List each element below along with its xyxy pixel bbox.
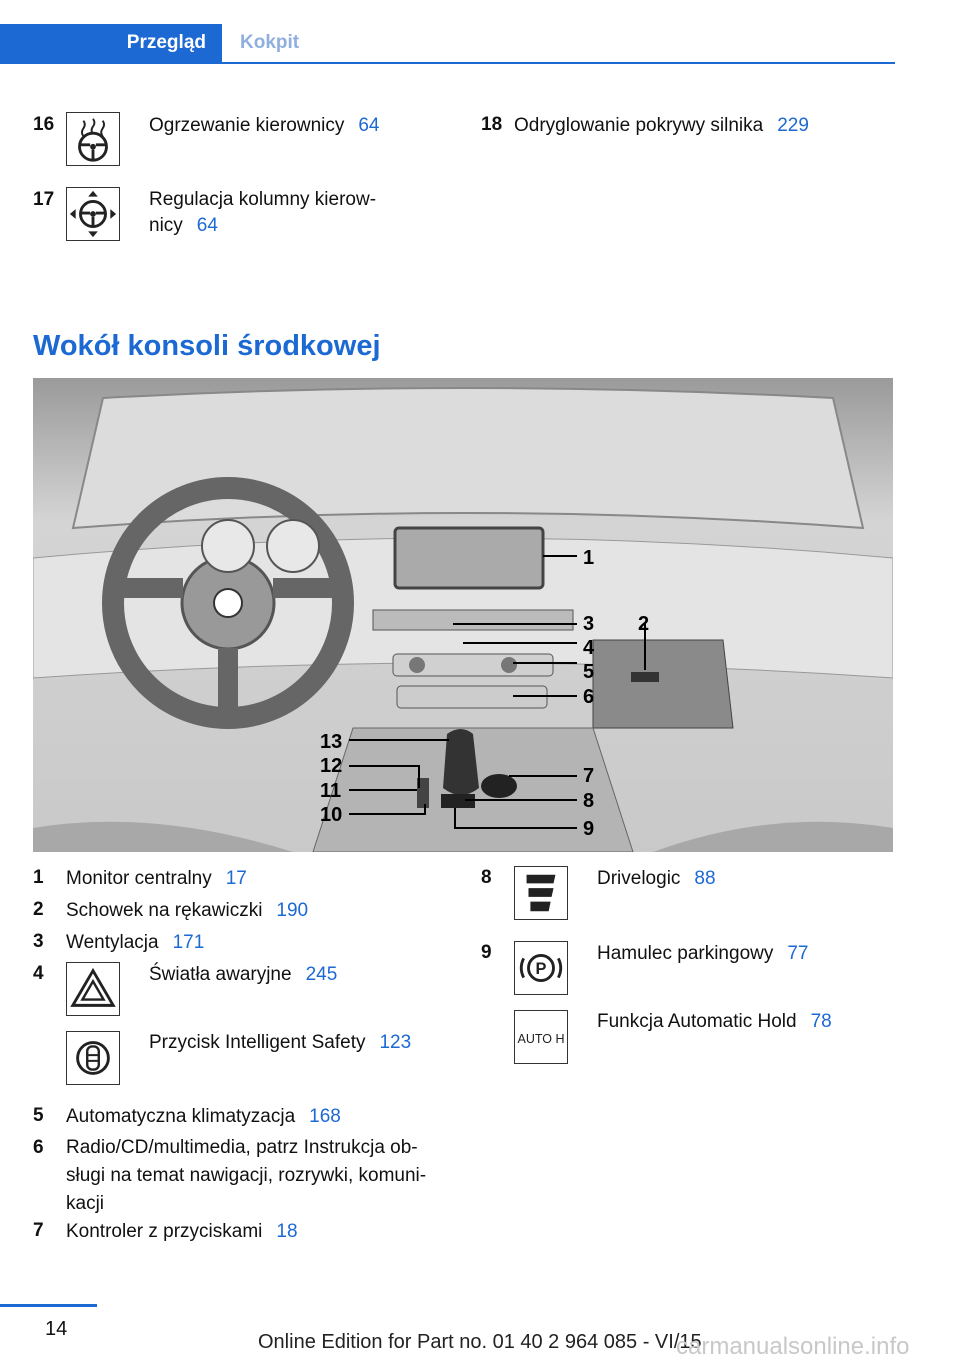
cockpit-illustration	[33, 378, 893, 852]
steering-column-adjust-icon	[66, 187, 120, 241]
callout-label: 8	[583, 790, 595, 812]
page-link[interactable]: 17	[225, 868, 247, 889]
callout-label: 13	[320, 731, 343, 753]
item-text	[66, 1134, 426, 1218]
item-text	[149, 187, 376, 239]
item-label: Ogrzewanie kierownicy	[149, 115, 345, 136]
item-text	[149, 113, 380, 139]
callout-label: 10	[320, 804, 343, 826]
page-link[interactable]: 190	[276, 900, 309, 921]
item-label: Światła awaryjne	[149, 964, 292, 985]
item-label: Monitor centralny	[66, 868, 212, 889]
callout-label: 6	[583, 686, 595, 708]
item-number: 5	[33, 1105, 44, 1126]
item-label: Odryglowanie pokrywy silnika	[514, 115, 764, 136]
item-text	[514, 113, 809, 139]
page-link[interactable]: 64	[196, 215, 218, 236]
tab-kokpit[interactable]: Kokpit	[240, 32, 300, 53]
page-link[interactable]: 64	[358, 115, 380, 136]
page-number: 14	[45, 1318, 68, 1340]
section-title: Wokół konsoli środkowej	[33, 330, 381, 362]
intelligent-safety-icon	[66, 1031, 120, 1085]
page-link[interactable]: 77	[787, 943, 809, 964]
callout-label: 9	[583, 818, 595, 840]
item-number: 8	[481, 867, 492, 888]
item-number: 17	[33, 189, 55, 210]
callout-label: 5	[583, 661, 595, 683]
page-link[interactable]: 229	[777, 115, 809, 136]
item-text	[66, 1104, 341, 1130]
item-number: 3	[33, 931, 44, 952]
tab-przeglad[interactable]: Przegląd	[0, 24, 222, 62]
item-number: 6	[33, 1137, 44, 1158]
item-number: 18	[481, 114, 503, 135]
item-label-line: Radio/CD/multimedia, patrz Instrukcja ob-	[66, 1137, 418, 1158]
page-link[interactable]: 168	[309, 1106, 341, 1127]
edition-text: Online Edition for Part no. 01 40 2 964 085 - VI/15	[258, 1331, 702, 1353]
auto-hold-icon-text: AUTO H	[517, 1031, 565, 1046]
page-link[interactable]: 245	[305, 964, 338, 985]
drivelogic-icon	[514, 866, 568, 920]
item-label: Automatyczna klimatyzacja	[66, 1106, 296, 1127]
watermark: carmanualsonline.info	[676, 1333, 910, 1360]
parking-brake-icon	[514, 941, 568, 995]
callout-label: 11	[320, 780, 342, 802]
item-label: Wentylacja	[66, 932, 159, 953]
callout-label: 1	[583, 547, 595, 569]
page-link[interactable]: 18	[276, 1221, 298, 1242]
item-label-line: kacji	[66, 1193, 105, 1214]
item-number: 2	[33, 899, 44, 920]
item-label: Drivelogic	[597, 868, 681, 889]
item-text	[66, 866, 247, 892]
auto-hold-icon	[514, 1010, 568, 1064]
item-number: 9	[481, 942, 492, 963]
callout-label: 3	[583, 613, 595, 635]
svg-text:P: P	[535, 959, 547, 978]
item-text	[597, 1009, 832, 1035]
item-label: Hamulec parkingowy	[597, 943, 774, 964]
callout-label: 4	[583, 637, 595, 659]
item-label-line: sługi na temat nawigacji, rozrywki, komuni-	[66, 1165, 427, 1186]
page-link[interactable]: 123	[379, 1032, 412, 1053]
page-link[interactable]: 88	[694, 868, 716, 889]
item-number: 1	[33, 867, 44, 888]
heated-steering-wheel-icon	[66, 112, 120, 166]
item-label: Schowek na rękawiczki	[66, 900, 263, 921]
footer-divider	[0, 1304, 97, 1307]
item-label-line: Regulacja kolumny kierow-	[149, 189, 377, 210]
callout-label: 2	[638, 613, 650, 635]
callout-label: 7	[583, 765, 595, 787]
item-number: 16	[33, 114, 55, 135]
item-label: Przycisk Intelligent Safety	[149, 1032, 366, 1053]
item-text	[149, 1030, 411, 1056]
tab-bar	[0, 24, 895, 64]
hazard-warning-icon	[66, 962, 120, 1016]
page-link[interactable]: 78	[810, 1011, 832, 1032]
item-text	[66, 898, 308, 924]
item-number: 4	[33, 963, 44, 984]
page-link[interactable]: 171	[172, 932, 205, 953]
item-text	[597, 941, 809, 967]
item-number: 7	[33, 1220, 44, 1241]
callout-label: 12	[320, 755, 343, 777]
item-label-line: nicy	[149, 215, 183, 236]
item-label: Kontroler z przyciskami	[66, 1221, 263, 1242]
item-text	[149, 962, 337, 988]
item-label: Funkcja Automatic Hold	[597, 1011, 797, 1032]
item-text	[66, 1219, 298, 1245]
item-text	[66, 930, 204, 956]
item-text	[597, 866, 716, 892]
